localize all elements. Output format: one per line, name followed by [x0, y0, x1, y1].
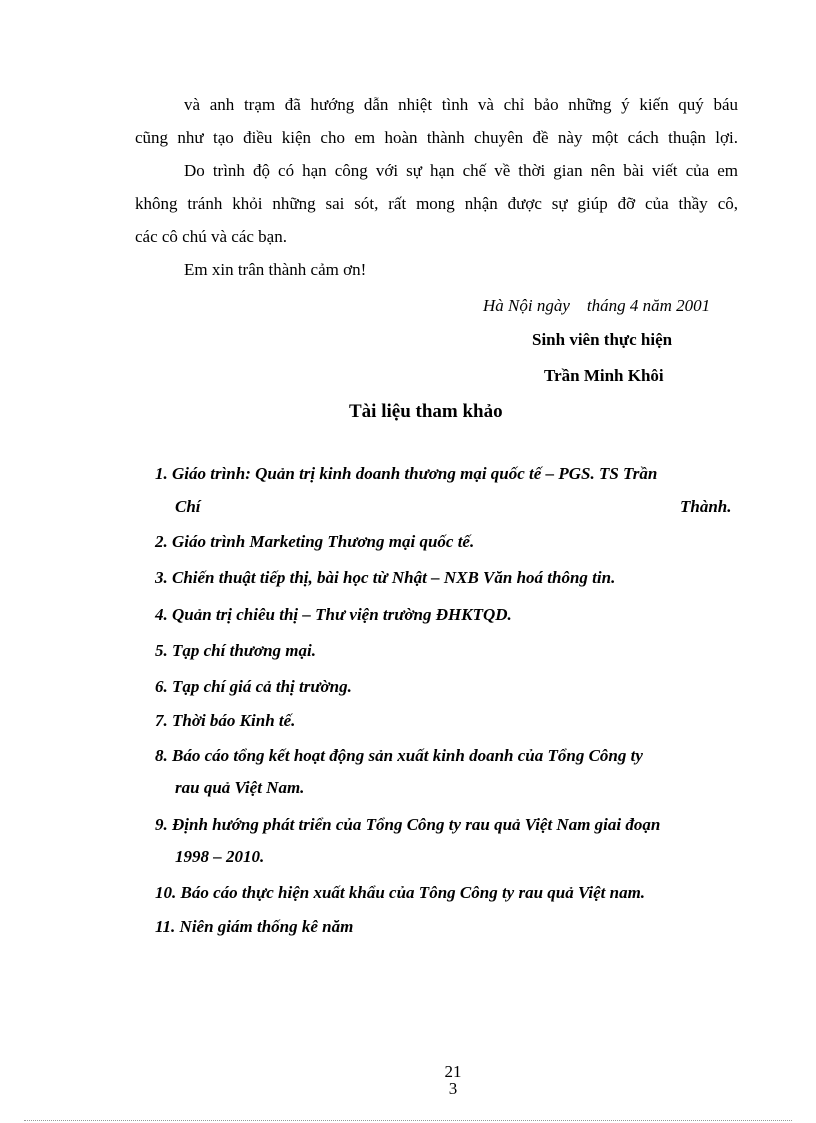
reference-item: 6. Tạp chí giá cả thị trường. — [155, 677, 352, 696]
signature-role: Sinh viên thực hiện — [532, 330, 673, 349]
closing-line: Em xin trân thành cảm ơn! — [184, 260, 367, 279]
signature-date: Hà Nội ngày tháng 4 năm 2001 — [483, 296, 711, 315]
reference-item: 7. Thời báo Kinh tế. — [155, 711, 296, 730]
paragraph-line: các cô chú và các bạn. — [135, 227, 287, 246]
page-number: 21 — [444, 1062, 462, 1081]
paragraph-line: cũng như tạo điều kiện cho em hoàn thành chuyên đề này một cách thuận lợi. — [135, 128, 738, 147]
reference-item: 10. Báo cáo thực hiện xuất khẩu của Tông Công ty rau quả Việt nam. — [155, 883, 646, 902]
reference-item-continuation: Chí — [175, 497, 201, 516]
signature-name: Trần Minh Khôi — [544, 366, 664, 385]
reference-item: 9. Định hướng phát triển của Tổng Công ty rau quả Việt Nam giai đoạn — [155, 815, 661, 834]
references-title: Tài liệu tham khảo — [349, 401, 503, 422]
reference-item: 4. Quản trị chiêu thị – Thư viện trường ĐHKTQD. — [155, 605, 512, 624]
page-number-secondary: 3 — [448, 1079, 458, 1098]
reference-item: 3. Chiến thuật tiếp thị, bài học từ Nhật – NXB Văn hoá thông tin. — [155, 568, 616, 587]
reference-item: 8. Báo cáo tổng kết hoạt động sản xuất kinh doanh của Tổng Công ty — [155, 746, 643, 765]
reference-item-continuation: 1998 – 2010. — [175, 847, 265, 866]
paragraph-line: không tránh khỏi những sai sót, rất mong nhận được sự giúp đỡ của thầy cô, — [135, 194, 738, 213]
footer-divider — [24, 1120, 792, 1121]
reference-item: 2. Giáo trình Marketing Thương mại quốc tế. — [155, 532, 475, 551]
paragraph-line: Do trình độ có hạn công với sự hạn chế về thời gian nên bài viết của em — [184, 161, 738, 180]
reference-item-continuation: Thành. — [680, 497, 732, 516]
reference-item-continuation: rau quả Việt Nam. — [175, 778, 305, 797]
reference-item: 1. Giáo trình: Quản trị kinh doanh thương mại quốc tế – PGS. TS Trần — [155, 464, 658, 483]
reference-item: 5. Tạp chí thương mại. — [155, 641, 316, 660]
paragraph-line: và anh trạm đã hướng dẫn nhiệt tình và chỉ bảo những ý kiến quý báu — [184, 95, 738, 114]
reference-item: 11. Niên giám thống kê năm — [155, 917, 354, 936]
